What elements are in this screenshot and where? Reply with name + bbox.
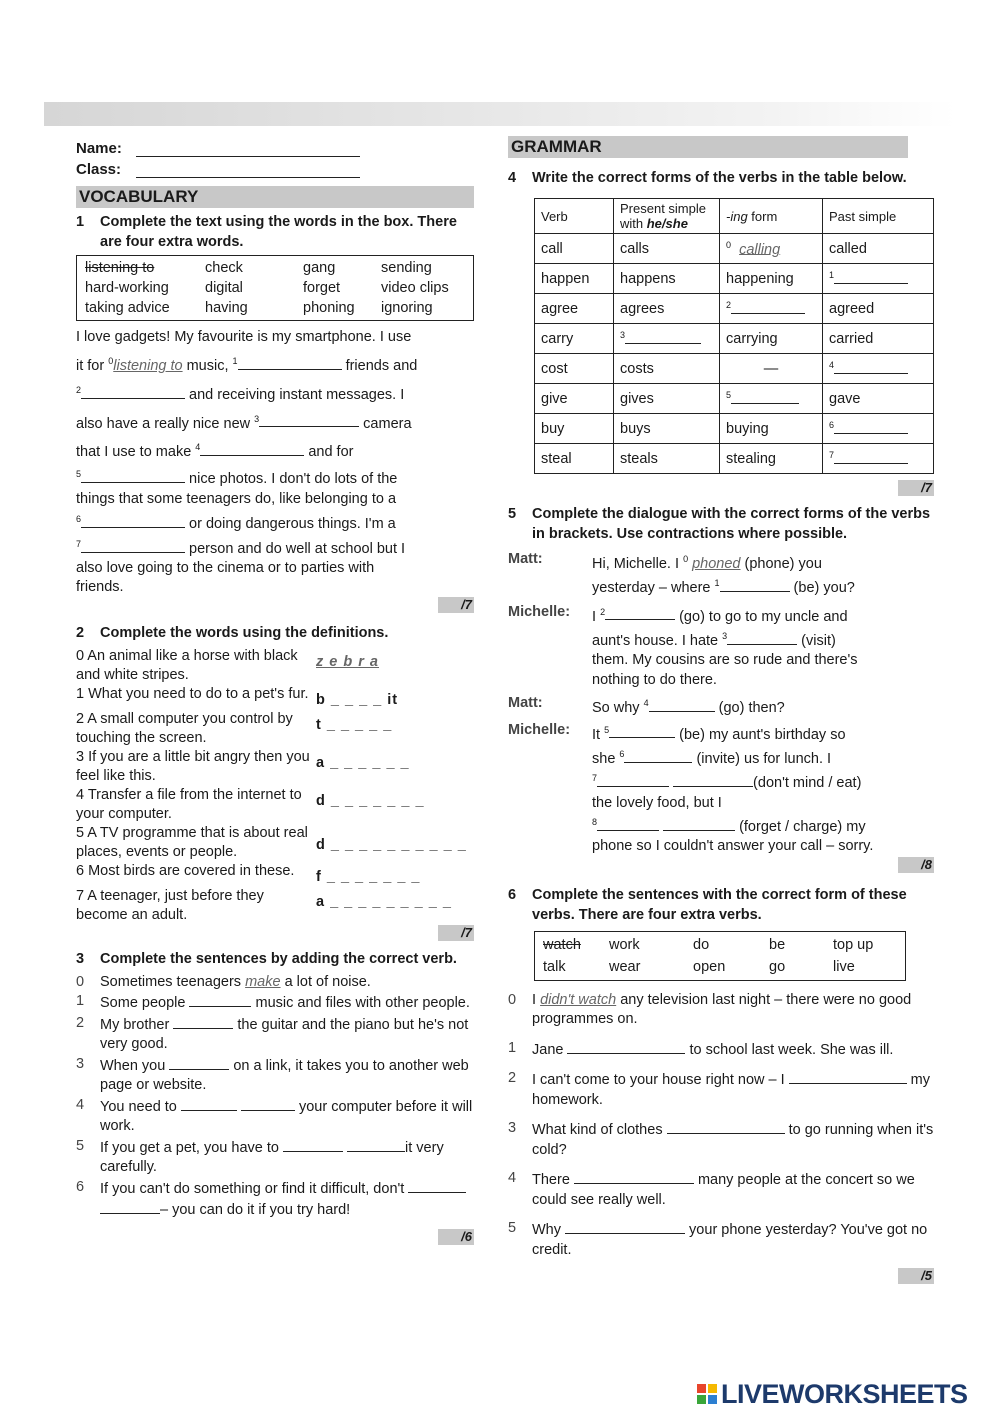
sentence-row: 5 If you get a pet, you have to it very carefully. xyxy=(76,1137,444,1176)
logo-square xyxy=(697,1395,706,1404)
word-box-item: watch xyxy=(543,936,581,953)
speaker-label: Michelle: xyxy=(508,721,571,738)
left-column xyxy=(76,136,474,1245)
word-box-row xyxy=(85,298,465,318)
word-box-item: listening to xyxy=(85,260,155,276)
liveworksheets-logo[interactable] xyxy=(697,1378,995,1410)
definition-row[interactable]: 5 A TV programme that is about real places, events or people. d _ _ _ _ _ _ _ _ _ _ xyxy=(76,824,467,860)
name-label: Name: xyxy=(76,140,122,157)
logo-square xyxy=(708,1395,717,1404)
blank[interactable] xyxy=(189,992,251,1007)
blank[interactable] xyxy=(597,816,659,831)
word-box-item: digital xyxy=(205,280,243,296)
word-box-item: go xyxy=(769,958,786,975)
q6-word-box xyxy=(534,931,906,981)
definition-row[interactable]: 2 A small computer you control by touching the screen. t _ _ _ _ _ xyxy=(76,710,393,746)
q1-instruction: 1 Complete the text using the words in the box. There are four extra words. xyxy=(76,214,457,250)
blank[interactable] xyxy=(605,605,675,620)
blank[interactable] xyxy=(100,1199,160,1214)
blank[interactable] xyxy=(283,1137,343,1152)
blank[interactable] xyxy=(567,1039,685,1054)
text-line: friends. xyxy=(76,578,124,595)
word-box-item: check xyxy=(205,260,243,276)
q1-score: /7 xyxy=(76,597,474,613)
blank[interactable] xyxy=(241,1096,295,1111)
definition-row[interactable]: 1 What you need to do to a pet's fur. b _ _ _ _ it xyxy=(76,685,399,708)
blank[interactable] xyxy=(789,1069,907,1084)
word-box-item: wear xyxy=(609,958,641,975)
table-header-row xyxy=(535,199,934,234)
definition-row[interactable]: 4 Transfer a file from the internet to your computer. d _ _ _ _ _ _ _ xyxy=(76,786,425,822)
word-box-item: forget xyxy=(303,280,341,296)
blank[interactable] xyxy=(649,697,715,712)
table-row: happen happens happening $^1$ xyxy=(535,264,934,294)
speaker-label: Matt: xyxy=(508,551,543,567)
word-box-item: gang xyxy=(303,260,336,276)
vocabulary-heading: VOCABULARY xyxy=(76,186,474,208)
blank[interactable] xyxy=(597,772,669,787)
table-row: cost costs — $^4$ xyxy=(535,354,934,384)
text-line: also love going to the cinema or to parties with xyxy=(76,559,375,576)
word-box-row xyxy=(543,934,897,956)
right-column xyxy=(508,136,934,1284)
word-box-item: open xyxy=(693,958,726,975)
q4-instruction: 4 Write the correct forms of the verbs in the table below. xyxy=(508,170,907,186)
verb-table xyxy=(534,198,934,474)
q4-score: /7 xyxy=(508,480,934,496)
q3-score: /6 xyxy=(76,1229,474,1245)
name-field[interactable] xyxy=(136,142,360,157)
blank[interactable] xyxy=(731,299,805,314)
blank[interactable] xyxy=(663,816,735,831)
text-line: $^2$ and receiving instant messages. I xyxy=(76,384,405,403)
word-box-item: talk xyxy=(543,958,566,975)
text-line: $^5$ nice photos. I don't do lots of the xyxy=(76,469,398,488)
blank[interactable] xyxy=(347,1137,405,1152)
table-row: give gives $^5$ gave xyxy=(535,384,934,414)
q3-instruction: 3 Complete the sentences by adding the correct verb. xyxy=(76,950,457,967)
q1-text xyxy=(76,325,474,597)
word-box-item: work xyxy=(609,936,640,953)
blank[interactable] xyxy=(181,1096,237,1111)
table-row: call calls $^0$ calling called xyxy=(535,234,934,264)
blank[interactable] xyxy=(408,1178,466,1193)
blank[interactable] xyxy=(673,772,753,787)
name-row xyxy=(76,136,474,157)
sentence-row: 1 Some people music and files with other people. xyxy=(76,993,470,1012)
word-box-item: video clips xyxy=(381,280,449,296)
blank[interactable] xyxy=(834,449,908,464)
header-bar xyxy=(44,102,956,126)
blank[interactable] xyxy=(609,723,675,738)
blank[interactable] xyxy=(834,269,908,284)
dialogue-turn: Matt: Hi, Michelle. I $^0$ phoned (phone) you yesterday – where $^1$ (be) you? xyxy=(508,550,934,599)
word-box-row xyxy=(543,956,897,978)
sentence-row: 0 I didn't watch any television last night – there were no good programmes on. xyxy=(508,991,912,1028)
blank-4[interactable] xyxy=(200,441,304,456)
text-line: I love gadgets! My favourite is my smartphone. I use xyxy=(76,329,412,345)
table-row: agree agrees $^2$ agreed xyxy=(535,294,934,324)
blank-2[interactable] xyxy=(81,384,185,399)
blank[interactable] xyxy=(667,1119,785,1134)
blank-6[interactable] xyxy=(81,513,185,528)
blank-1[interactable] xyxy=(238,355,342,370)
table-row: buy buys buying $^6$ xyxy=(535,414,934,444)
logo-square xyxy=(708,1384,717,1393)
q5-instruction: 5 Complete the dialogue with the correct forms of the verbs in brackets. Use contractions where possible. xyxy=(508,506,931,542)
class-field[interactable] xyxy=(136,163,360,178)
dialogue-turn: Matt: So why $^4$ (go) then? xyxy=(508,694,934,718)
sentence-row: 5 Why your phone yesterday? You've got no credit. xyxy=(508,1220,928,1258)
example-answer: make xyxy=(245,973,281,990)
word-box-item: do xyxy=(693,936,710,953)
text-line: it for $^0$listening to music, $^1$ friends and xyxy=(76,356,418,374)
word-box-item: be xyxy=(769,936,786,953)
example-answer: phoned xyxy=(692,555,741,572)
blank[interactable] xyxy=(574,1169,694,1184)
example-answer: didn't watch xyxy=(540,991,617,1008)
word-box-item: hard-working xyxy=(85,280,169,296)
sentence-row: 6 If you can't do something or find it difficult, don't – you can do it if you try hard! xyxy=(76,1178,474,1221)
blank-5[interactable] xyxy=(81,468,185,483)
q2-instruction: 2 Complete the words using the definitions. xyxy=(76,624,389,641)
sentence-row: 4 There many people at the concert so we could see really well. xyxy=(508,1170,915,1208)
word-box-item: ignoring xyxy=(381,300,433,316)
word-box-item: having xyxy=(205,300,248,316)
speaker-label: Matt: xyxy=(508,695,543,712)
blank[interactable] xyxy=(625,329,701,344)
word-box-row xyxy=(85,258,465,278)
dialogue-turn: Michelle: I $^2$ (go) to go to my uncle and aunt's house. I hate $^3$ (visit) them. My cousins are so rude and there's nothing to do there. xyxy=(508,603,934,691)
header-ing: -ing form xyxy=(720,199,823,234)
q6-instruction: 6 Complete the sentences with the correct form of these verbs. There are four extra verbs. xyxy=(508,886,907,923)
logo-square xyxy=(697,1384,706,1393)
blank[interactable] xyxy=(834,419,908,434)
table-row: carry $^3$ carrying carried xyxy=(535,324,934,354)
text-line: $^6$ or doing dangerous things. I'm a xyxy=(76,514,396,532)
class-label: Class: xyxy=(76,161,122,178)
q6-score: /5 xyxy=(508,1268,934,1284)
sentence-row: 1 Jane to school last week. She was ill. xyxy=(508,1039,894,1058)
header-past: Past simple xyxy=(823,199,934,234)
definition-row[interactable]: 3 If you are a little bit angry then you feel like this. a _ _ _ _ _ _ xyxy=(76,748,410,784)
sentence-row: 0 Sometimes teenagers make a lot of noise. xyxy=(76,973,371,990)
text-line: things that some teenagers do, like belonging to a xyxy=(76,491,397,508)
word-box-item: phoning xyxy=(303,300,355,316)
q6-sentences xyxy=(508,991,934,1261)
header-verb: Verb xyxy=(535,199,614,234)
definition-row[interactable]: 7 A teenager, just before they become an adult. a _ _ _ _ _ _ _ _ _ xyxy=(76,887,452,923)
logo-mark-icon xyxy=(697,1384,717,1404)
word-box-item: sending xyxy=(381,260,432,276)
blank-7[interactable] xyxy=(81,538,185,553)
header-present: Present simple with he/she xyxy=(614,199,720,234)
text-line: that I use to make $^4$ and for xyxy=(76,442,354,461)
blank[interactable] xyxy=(173,1014,233,1029)
q2-score: /7 xyxy=(76,925,474,941)
text-line: $^7$ person and do well at school but I xyxy=(76,538,406,557)
blank[interactable] xyxy=(731,389,799,404)
word-box-row xyxy=(85,278,465,298)
word-box-item: top up xyxy=(833,936,874,953)
q1-word-box xyxy=(76,255,474,321)
definition-row: 0 An animal like a horse with black and white stripes. z e b r a xyxy=(76,647,474,685)
definition-row[interactable]: 6 Most birds are covered in these. f _ _ _ _ _ _ _ xyxy=(76,862,421,885)
blank[interactable] xyxy=(727,630,797,645)
sentence-row: 4 You need to your computer before it will work. xyxy=(76,1096,473,1135)
grammar-heading: GRAMMAR xyxy=(508,136,908,158)
blank[interactable] xyxy=(169,1055,229,1070)
word-box-item: live xyxy=(833,958,855,975)
logo-text: LIVEWORKSHEETS xyxy=(721,1378,968,1409)
class-row xyxy=(76,157,474,178)
dialogue xyxy=(508,550,934,857)
sentence-row: 3 When you on a link, it takes you to another web page or website. xyxy=(76,1055,469,1094)
example-answer: calling xyxy=(739,241,781,258)
blank-3[interactable] xyxy=(259,412,359,427)
blank[interactable] xyxy=(834,359,908,374)
dialogue-turn: Michelle: It $^5$ (be) my aunt's birthday so she $^6$ (invite) us for lunch. I $^7$ (don't mind / eat) the lovely food, but I $^8$ (forget / charge) my phone so I couldn't answer your call – sorry. xyxy=(508,721,934,857)
q2-items xyxy=(76,647,474,925)
q3-sentences xyxy=(76,973,474,1221)
text-line: also have a really nice new $^3$ camera xyxy=(76,413,412,432)
speaker-label: Michelle: xyxy=(508,603,571,620)
table-row: steal steals stealing $^7$ xyxy=(535,444,934,474)
blank[interactable] xyxy=(720,577,790,592)
word-box-item: taking advice xyxy=(85,300,170,316)
blank[interactable] xyxy=(565,1219,685,1234)
blank[interactable] xyxy=(624,748,692,763)
example-answer: z e b r a xyxy=(316,653,379,670)
example-answer: listening to xyxy=(113,357,183,374)
q5-score: /8 xyxy=(508,857,934,873)
sentence-row: 3 What kind of clothes to go running when it's cold? xyxy=(508,1120,934,1158)
sentence-row: 2 My brother the guitar and the piano but he's not very good. xyxy=(76,1014,469,1053)
sentence-row: 2 I can't come to your house right now – I my homework. xyxy=(508,1070,931,1108)
